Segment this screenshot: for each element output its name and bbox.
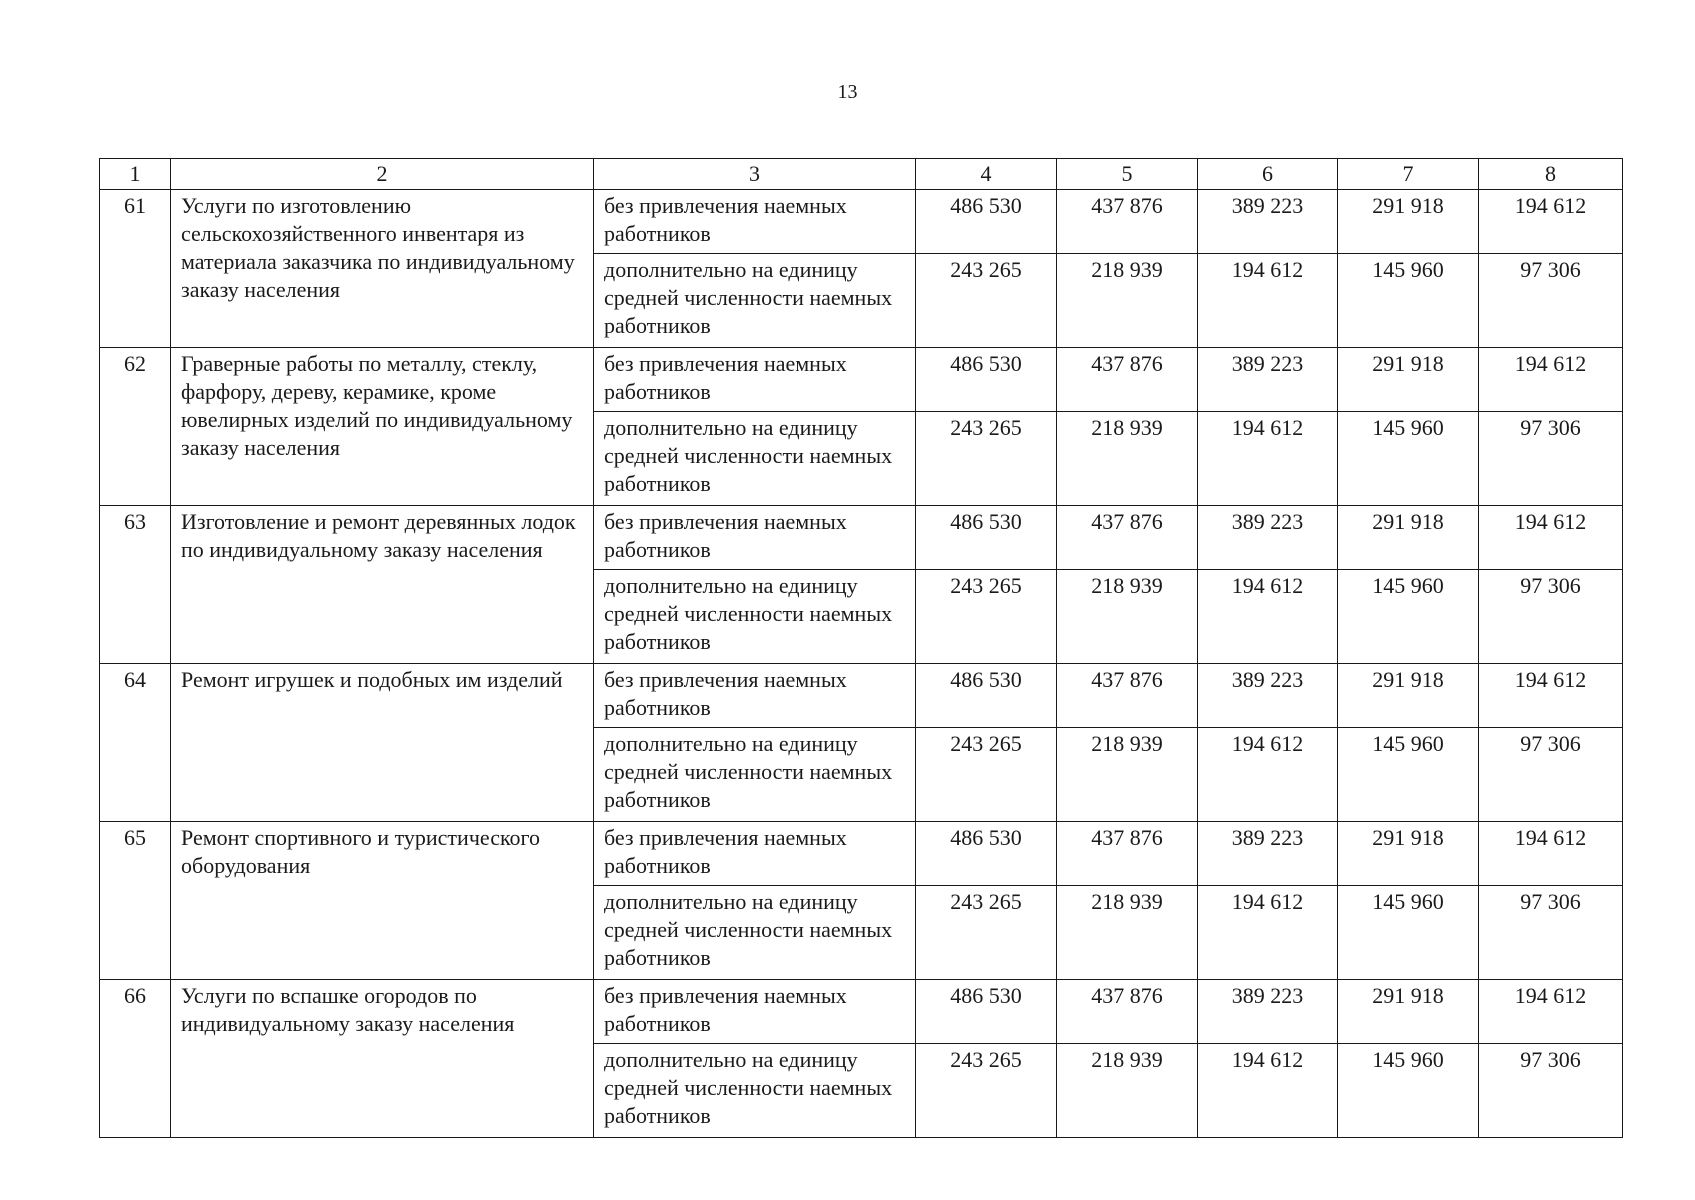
rate-value: 291 918 bbox=[1338, 190, 1479, 254]
condition-per-worker: дополнительно на единицу средней численности наемных работников bbox=[594, 254, 916, 348]
service-name: Изготовление и ремонт деревянных лодок по индивидуальному заказу населения bbox=[171, 506, 594, 664]
service-name: Ремонт спортивного и туристического оборудования bbox=[171, 822, 594, 980]
row-number: 63 bbox=[100, 506, 171, 664]
rate-value: 97 306 bbox=[1479, 1044, 1623, 1138]
rate-value: 291 918 bbox=[1338, 664, 1479, 728]
rate-value: 243 265 bbox=[916, 570, 1057, 664]
condition-without-workers: без привлечения наемных работников bbox=[594, 506, 916, 570]
rate-value: 291 918 bbox=[1338, 822, 1479, 886]
column-number: 4 bbox=[916, 159, 1057, 190]
table-row bbox=[100, 980, 1623, 1044]
rate-value: 194 612 bbox=[1198, 1044, 1338, 1138]
column-number: 8 bbox=[1479, 159, 1623, 190]
column-number: 6 bbox=[1198, 159, 1338, 190]
rate-value: 291 918 bbox=[1338, 980, 1479, 1044]
rate-value: 97 306 bbox=[1479, 412, 1623, 506]
rate-value: 194 612 bbox=[1198, 570, 1338, 664]
rate-value: 145 960 bbox=[1338, 886, 1479, 980]
service-name: Ремонт игрушек и подобных им изделий bbox=[171, 664, 594, 822]
rate-value: 145 960 bbox=[1338, 728, 1479, 822]
table-row bbox=[100, 664, 1623, 728]
table-row bbox=[100, 822, 1623, 886]
row-number: 64 bbox=[100, 664, 171, 822]
condition-per-worker: дополнительно на единицу средней численности наемных работников bbox=[594, 728, 916, 822]
service-name: Граверные работы по металлу, стеклу, фарфору, дереву, керамике, кроме ювелирных изделий по индивидуальному заказу населения bbox=[171, 348, 594, 506]
rate-value: 218 939 bbox=[1057, 728, 1198, 822]
service-name: Услуги по вспашке огородов по индивидуальному заказу населения bbox=[171, 980, 594, 1138]
page-number: 13 bbox=[837, 81, 858, 103]
column-number: 3 bbox=[594, 159, 916, 190]
column-number-header-row bbox=[100, 159, 1623, 190]
condition-without-workers: без привлечения наемных работников bbox=[594, 348, 916, 412]
rate-value: 194 612 bbox=[1198, 886, 1338, 980]
rate-value: 97 306 bbox=[1479, 886, 1623, 980]
rate-value: 194 612 bbox=[1198, 412, 1338, 506]
rate-value: 486 530 bbox=[916, 822, 1057, 886]
rate-value: 486 530 bbox=[916, 980, 1057, 1044]
rate-value: 389 223 bbox=[1198, 822, 1338, 886]
rate-value: 486 530 bbox=[916, 506, 1057, 570]
rate-value: 218 939 bbox=[1057, 1044, 1198, 1138]
rate-value: 389 223 bbox=[1198, 664, 1338, 728]
rate-value: 243 265 bbox=[916, 886, 1057, 980]
condition-without-workers: без привлечения наемных работников bbox=[594, 664, 916, 728]
rate-value: 389 223 bbox=[1198, 190, 1338, 254]
rate-value: 243 265 bbox=[916, 728, 1057, 822]
condition-without-workers: без привлечения наемных работников bbox=[594, 822, 916, 886]
table-row bbox=[100, 506, 1623, 570]
column-number: 1 bbox=[100, 159, 171, 190]
rate-value: 389 223 bbox=[1198, 980, 1338, 1044]
condition-without-workers: без привлечения наемных работников bbox=[594, 190, 916, 254]
rate-value: 218 939 bbox=[1057, 570, 1198, 664]
column-number: 7 bbox=[1338, 159, 1479, 190]
rate-value: 194 612 bbox=[1479, 348, 1623, 412]
rate-value: 486 530 bbox=[916, 190, 1057, 254]
service-name: Услуги по изготовлению сельскохозяйственного инвентаря из материала заказчика по индивидуальному заказу населения bbox=[171, 190, 594, 348]
rate-value: 437 876 bbox=[1057, 348, 1198, 412]
condition-without-workers: без привлечения наемных работников bbox=[594, 980, 916, 1044]
rate-value: 97 306 bbox=[1479, 570, 1623, 664]
rate-value: 194 612 bbox=[1198, 254, 1338, 348]
table-row bbox=[100, 190, 1623, 254]
rate-value: 218 939 bbox=[1057, 412, 1198, 506]
condition-per-worker: дополнительно на единицу средней численности наемных работников bbox=[594, 570, 916, 664]
rate-value: 243 265 bbox=[916, 412, 1057, 506]
rate-value: 194 612 bbox=[1479, 664, 1623, 728]
rate-value: 486 530 bbox=[916, 348, 1057, 412]
rate-value: 97 306 bbox=[1479, 254, 1623, 348]
table-row bbox=[100, 348, 1623, 412]
rate-value: 291 918 bbox=[1338, 348, 1479, 412]
rate-value: 194 612 bbox=[1479, 822, 1623, 886]
row-number: 62 bbox=[100, 348, 171, 506]
condition-per-worker: дополнительно на единицу средней численности наемных работников bbox=[594, 1044, 916, 1138]
row-number: 61 bbox=[100, 190, 171, 348]
rate-value: 218 939 bbox=[1057, 254, 1198, 348]
row-number: 65 bbox=[100, 822, 171, 980]
rate-value: 194 612 bbox=[1479, 190, 1623, 254]
rate-value: 389 223 bbox=[1198, 348, 1338, 412]
condition-per-worker: дополнительно на единицу средней численности наемных работников bbox=[594, 886, 916, 980]
rate-value: 218 939 bbox=[1057, 886, 1198, 980]
rate-value: 97 306 bbox=[1479, 728, 1623, 822]
row-number: 66 bbox=[100, 980, 171, 1138]
rate-value: 437 876 bbox=[1057, 980, 1198, 1044]
condition-per-worker: дополнительно на единицу средней численности наемных работников bbox=[594, 412, 916, 506]
column-number: 2 bbox=[171, 159, 594, 190]
rate-value: 437 876 bbox=[1057, 664, 1198, 728]
rate-value: 145 960 bbox=[1338, 570, 1479, 664]
rate-value: 437 876 bbox=[1057, 190, 1198, 254]
rate-value: 291 918 bbox=[1338, 506, 1479, 570]
rate-value: 243 265 bbox=[916, 1044, 1057, 1138]
rate-value: 194 612 bbox=[1479, 506, 1623, 570]
rate-value: 194 612 bbox=[1198, 728, 1338, 822]
rate-value: 145 960 bbox=[1338, 1044, 1479, 1138]
rate-value: 437 876 bbox=[1057, 506, 1198, 570]
rate-value: 145 960 bbox=[1338, 254, 1479, 348]
rate-value: 243 265 bbox=[916, 254, 1057, 348]
rate-value: 437 876 bbox=[1057, 822, 1198, 886]
rate-value: 145 960 bbox=[1338, 412, 1479, 506]
rate-value: 486 530 bbox=[916, 664, 1057, 728]
rates-table bbox=[99, 158, 1623, 1138]
rate-value: 389 223 bbox=[1198, 506, 1338, 570]
column-number: 5 bbox=[1057, 159, 1198, 190]
rate-value: 194 612 bbox=[1479, 980, 1623, 1044]
